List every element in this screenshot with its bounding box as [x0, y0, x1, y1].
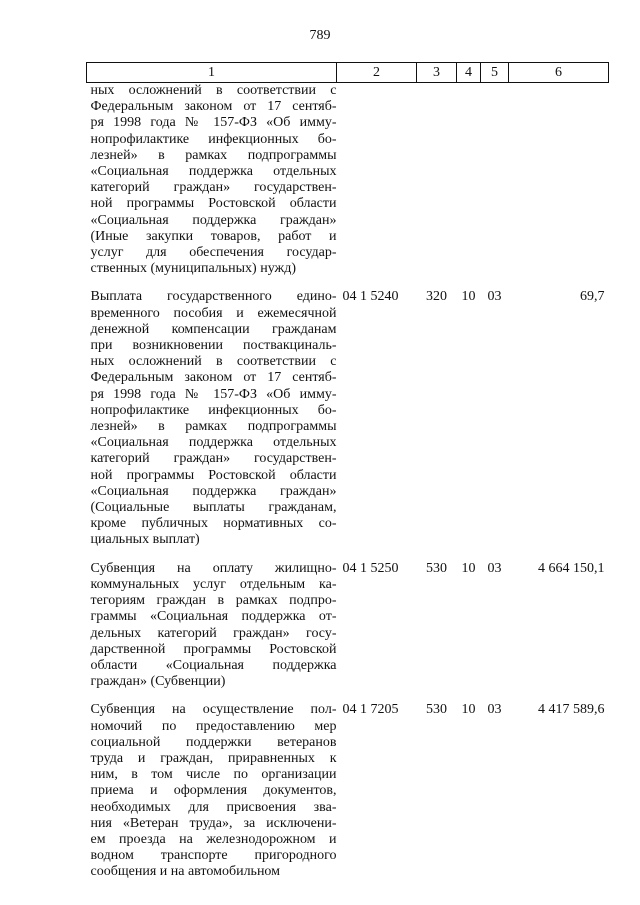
section-cell: 10 [461, 702, 476, 718]
section-cell [457, 83, 481, 290]
expenditure-name-line: коммунальных услуг отдельным ка- [90, 576, 337, 592]
expenditure-name-line: лезней» в рамках подпрограммы [90, 419, 337, 435]
expenditure-name-line: категорий граждан» государствен- [90, 451, 337, 467]
expenditure-name-line: приема и оформления документов, [90, 783, 337, 799]
target-article-cell: 04 1 5250 [342, 560, 399, 576]
expenditure-name-line: дельных категорий граждан» госу- [90, 625, 337, 641]
expenditure-name-line: Субвенция на оплату жилищно- [90, 560, 337, 576]
expense-type-cell: 530 [426, 560, 447, 576]
expenditure-name-line: номочий по предоставлению мер [90, 718, 337, 734]
expenditure-name-line: ря 1998 года № 157-ФЗ «Об имму- [90, 386, 337, 402]
column-header: 1 [87, 63, 337, 83]
expenditure-name-cell [87, 561, 337, 703]
expenditure-name-line: кроме публичных нормативных со- [90, 516, 337, 532]
subsection-cell: 03 [487, 289, 502, 305]
expenditure-name-line: ря 1998 года № 157-ФЗ «Об имму- [90, 115, 337, 131]
expenditure-name-line: сообщения и на автомобильном [90, 864, 281, 880]
expenditure-name-line: тегориям граждан в рамках подпро- [90, 593, 337, 609]
expenditure-name-line: области «Социальная поддержка [90, 657, 337, 673]
column-header: 3 [417, 63, 457, 83]
table-row [87, 561, 609, 703]
expenditure-name-line: дарственной программы Ростовской [90, 641, 337, 657]
expenditure-name-line: граммы «Социальная поддержка от- [90, 609, 337, 625]
expenditure-name-line: необходимых для присвоения зва- [90, 799, 337, 815]
budget-table [86, 62, 609, 893]
expenditure-name-line: лезней» в рамках подпрограммы [90, 147, 337, 163]
table-row [87, 702, 609, 892]
expenditure-name-line: (Иные закупки товаров, работ и [90, 228, 337, 244]
table-row [87, 83, 609, 290]
subsection-cell: 03 [487, 702, 502, 718]
expenditure-name-line: Федеральным законом от 17 сентяб- [90, 370, 337, 386]
expenditure-name-cell [87, 702, 337, 892]
expenditure-name-line: денежной компенсации гражданам [90, 321, 337, 337]
expenditure-name-line: «Социальная поддержка отдельных [90, 164, 337, 180]
expenditure-name-line: ной программы Ростовской области [90, 467, 337, 483]
amount-cell: 4 664 150,1 [538, 560, 605, 576]
table-body [87, 83, 609, 893]
table-header-row [87, 63, 609, 83]
expenditure-name-cell [87, 83, 337, 290]
expenditure-name-line: нопрофилактике инфекционных бо- [90, 131, 337, 147]
expenditure-name-line: «Социальная поддержка граждан» [90, 212, 337, 228]
target-article-cell [337, 83, 417, 290]
expenditure-name-line: водном транспорте пригородного [90, 848, 337, 864]
column-header: 4 [457, 63, 481, 83]
expenditure-name-line: категорий граждан» государствен- [90, 180, 337, 196]
page-number: 789 [309, 28, 331, 43]
expenditure-name-line: ных осложнений в соответствии с [90, 83, 337, 98]
expenditure-name-line: граждан» (Субвенции) [90, 674, 226, 690]
expenditure-name-line: Субвенция на осуществление пол- [90, 702, 337, 718]
expenditure-name-line: при возникновении поствакциналь- [90, 338, 337, 354]
amount-cell [509, 83, 609, 290]
expenditure-name-line: нопрофилактике инфекционных бо- [90, 402, 337, 418]
expenditure-name-line: ной программы Ростовской области [90, 196, 337, 212]
column-header: 6 [509, 63, 609, 83]
expenditure-name-line: социальной поддержки ветеранов [90, 734, 337, 750]
column-header: 5 [481, 63, 509, 83]
expenditure-name-line: (Социальные выплаты гражданам, [90, 500, 337, 516]
expense-type-cell: 320 [426, 289, 447, 305]
expenditure-name-line: циальных выплат) [90, 532, 200, 548]
column-header: 2 [337, 63, 417, 83]
target-article-cell: 04 1 5240 [342, 289, 399, 305]
expenditure-name-line: временного пособия и ежемесячной [90, 305, 337, 321]
section-cell: 10 [461, 560, 476, 576]
expenditure-name-line: ственных (муниципальных) нужд) [90, 261, 296, 277]
table-row [87, 289, 609, 560]
amount-cell: 4 417 589,6 [538, 702, 605, 718]
section-cell: 10 [461, 289, 476, 305]
expenditure-name-line: «Социальная поддержка граждан» [90, 483, 337, 499]
expenditure-name-line: Федеральным законом от 17 сентяб- [90, 99, 337, 115]
subsection-cell: 03 [487, 560, 502, 576]
expenditure-name-line: ем проезда на железнодорожном и [90, 831, 337, 847]
expense-type-cell [417, 83, 457, 290]
expenditure-name-line: труда и граждан, приравненных к [90, 750, 337, 766]
expenditure-name-line: ния «Ветеран труда», за исключени- [90, 815, 337, 831]
expenditure-name-cell [87, 289, 337, 560]
amount-cell: 69,7 [580, 289, 605, 305]
expense-type-cell: 530 [426, 702, 447, 718]
expenditure-name-line: ним, в том числе по организации [90, 767, 337, 783]
target-article-cell: 04 1 7205 [342, 702, 399, 718]
expenditure-name-line: «Социальная поддержка отдельных [90, 435, 337, 451]
subsection-cell [481, 83, 509, 290]
expenditure-name-line: услуг для обеспечения государ- [90, 245, 337, 261]
expenditure-name-line: ных осложнений в соответствии с [90, 354, 337, 370]
expenditure-name-line: Выплата государственного едино- [90, 289, 337, 305]
